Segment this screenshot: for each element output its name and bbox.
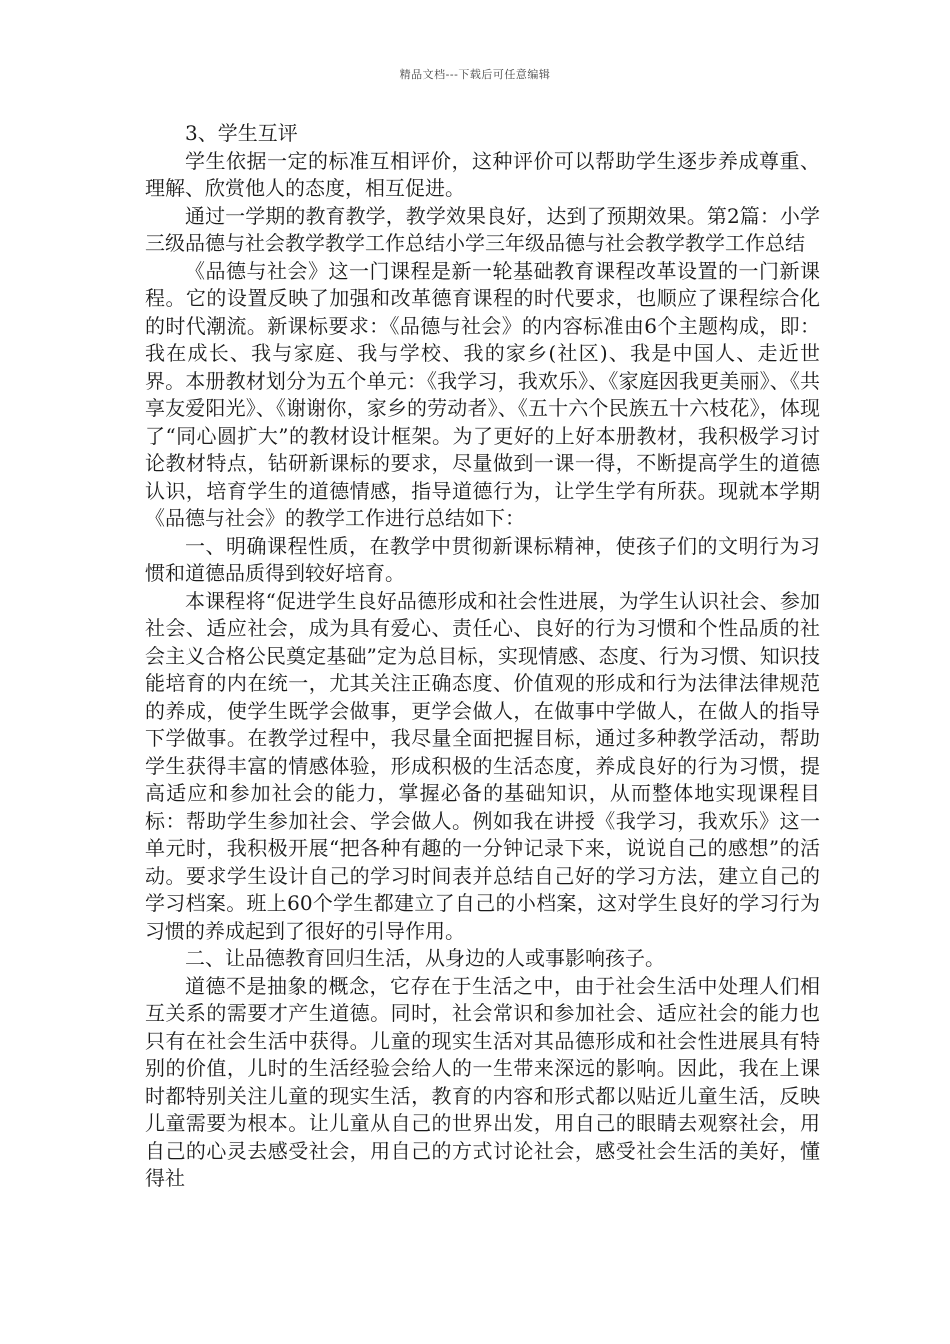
section-heading-peer-review: 3、学生互评	[185, 121, 298, 145]
paragraph: 通过一学期的教育教学，教学效果良好，达到了预期效果。第2篇：小学三级品德与社会教学教学工作总结小学三年级品德与社会教学教学工作总结	[145, 203, 820, 255]
paragraph: 本课程将“促进学生良好品德形成和社会性进展，为学生认识社会、参加社会、适应社会，成为具有爱心、责任心、良好的行为习惯和个性品质的社会主义合格公民奠定基础”定为总目标，实现情感、态度、行为习惯、知识技能培育的内在统一，尤其关注正确态度、价值观的形成和行为法律法律规范的养成，使学生既学会做事，更学会做人，在做事中学做人，在做人的指导下学做事。在教学过程中，我尽量全面把握目标，通过多种教学活动，帮助学生获得丰富的情感体验，形成积极的生活态度，养成良好的行为习惯，提高适应和参加社会的能力，掌握必备的基础知识，从而整体地实现课程目标：帮助学生参加社会、学会做人。例如我在讲授《我学习，我欢乐》这一单元时，我积极开展“把各种有趣的一分钟记录下来，说说自己的感想”的活动。要求学生设计自己的学习时间表并总结自己好的学习方法，建立自己的学习档案。班上60个学生都建立了自己的小档案，这对学生良好的学习行为习惯的养成起到了很好的引导作用。	[145, 588, 820, 943]
document-body	[145, 120, 820, 1193]
page-header: 精品文档---下载后可任意编辑	[399, 68, 551, 81]
paragraph: 道德不是抽象的概念，它存在于生活之中，由于社会生活中处理人们相互关系的需要才产生道德。同时，社会常识和参加社会、适应社会的能力也只有在社会生活中获得。儿童的现实生活对其品德形成和社会性进展具有特别的价值，儿时的生活经验会给人的一生带来深远的影响。因此，我在上课时都特别关注儿童的现实生活，教育的内容和形式都以贴近儿童生活，反映儿童需要为根本。让儿童从自己的世界出发，用自己的眼睛去观察社会，用自己的心灵去感受社会，用自己的方式讨论社会，感受社会生活的美好，懂得社	[145, 973, 820, 1190]
paragraph: 学生依据一定的标准互相评价，这种评价可以帮助学生逐步养成尊重、理解、欣赏他人的态度，相互促进。	[145, 148, 820, 200]
section-heading-one: 一、明确课程性质，在教学中贯彻新课标精神，使孩子们的文明行为习惯和道德品质得到较好培育。	[145, 533, 820, 585]
section-heading-two: 二、让品德教育回归生活，从身边的人或事影响孩子。	[185, 946, 665, 970]
paragraph: 《品德与社会》这一门课程是新一轮基础教育课程改革设置的一门新课程。它的设置反映了加强和改革德育课程的时代要求，也顺应了课程综合化的时代潮流。新课标要求：《品德与社会》的内容标准由6个主题构成，即：我在成长、我与家庭、我与学校、我的家乡(社区)、我是中国人、走近世界。本册教材划分为五个单元：《我学习，我欢乐》、《家庭因我更美丽》、《共享友爱阳光》、《谢谢你，家乡的劳动者》、《五十六个民族五十六枝花》，体现了“同心圆扩大”的教材设计框架。为了更好的上好本册教材，我积极学习讨论教材特点，钻研新课标的要求，尽量做到一课一得，不断提高学生的道德认识，培育学生的道德情感，指导道德行为，让学生学有所获。现就本学期《品德与社会》的教学工作进行总结如下：	[145, 258, 820, 530]
